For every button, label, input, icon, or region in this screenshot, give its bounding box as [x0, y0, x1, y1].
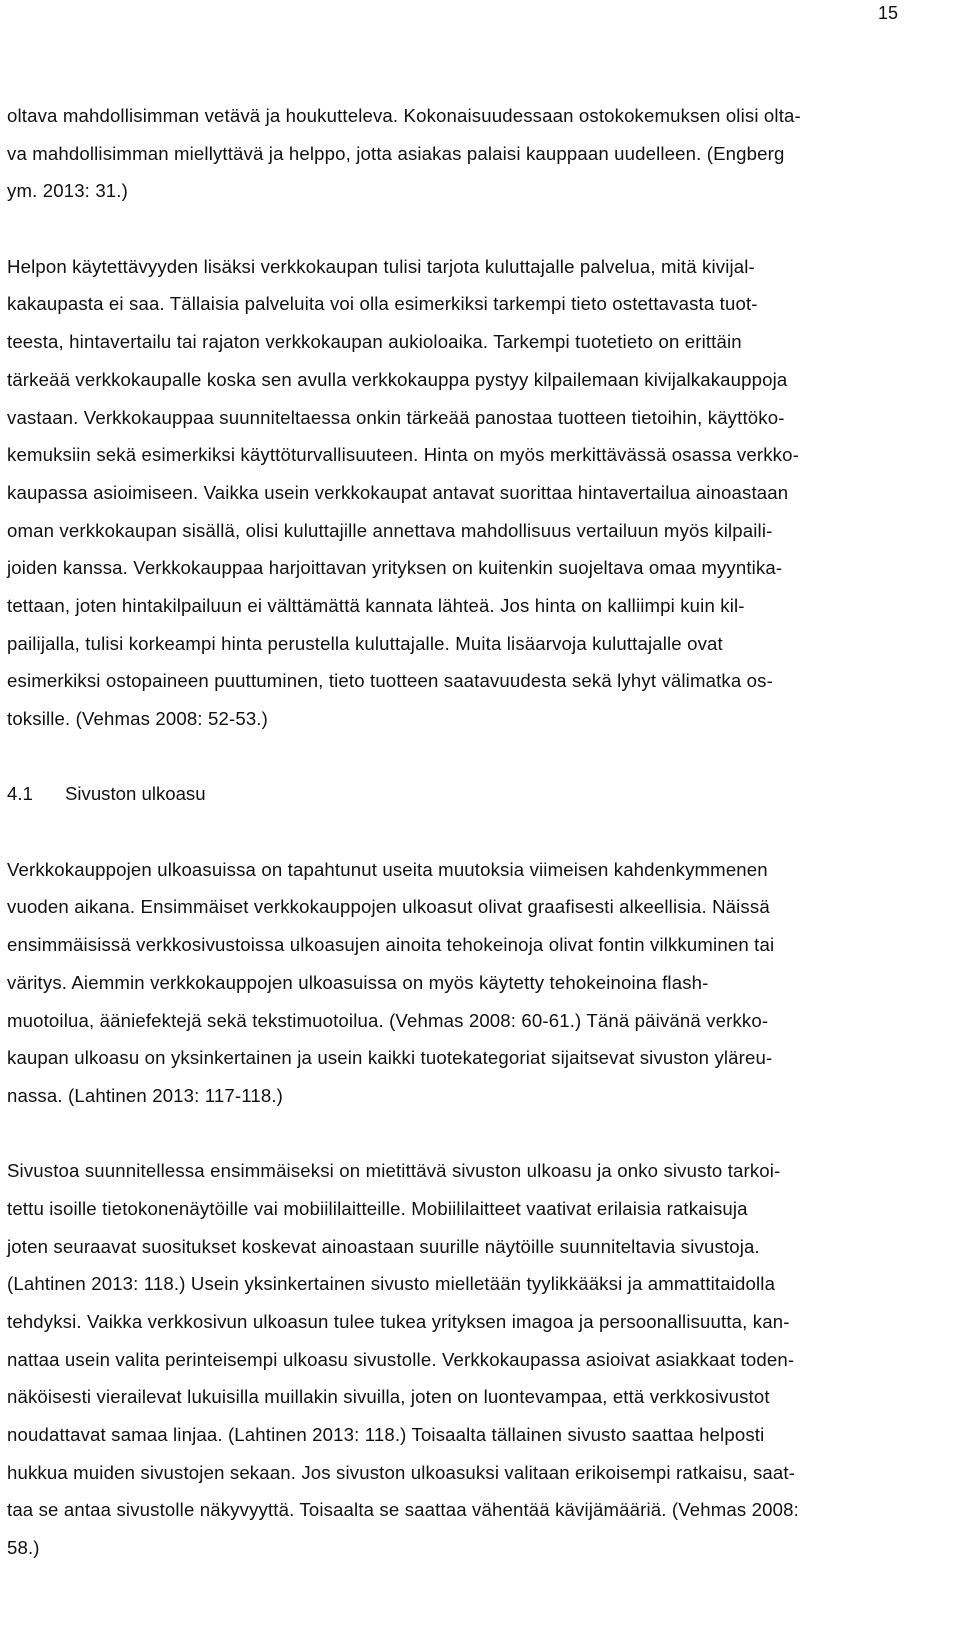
paragraph-spacer: [7, 738, 910, 776]
paragraph-1: [7, 97, 910, 210]
text-line: oltava mahdollisimman vetävä ja houkutteleva. Kokonaisuudessaan ostokokemuksen olisi olta-: [7, 105, 801, 126]
section-title: Sivuston ulkoasu: [65, 783, 206, 805]
text-line: nassa. (Lahtinen 2013: 117-118.): [7, 1084, 283, 1106]
text-line: tettaan, joten hintakilpailuun ei välttämättä kannata lähteä. Jos hinta on kalliimpi kuin kil-: [7, 594, 745, 616]
paragraph-spacer: [7, 1115, 910, 1153]
text-line: kemuksiin sekä esimerkiksi käyttöturvallisuuteen. Hinta on myös merkittävässä osassa verkko-: [7, 444, 799, 466]
text-line: muotoilua, ääniefektejä sekä tekstimuotoilua. (Vehmas 2008: 60-61.) Tänä päivänä verkko-: [7, 1009, 769, 1031]
text-line: kakaupasta ei saa. Tällaisia palveluita voi olla esimerkiksi tarkempi tieto ostettavasta tuot-: [7, 293, 758, 315]
text-line: vastaan. Verkkokauppaa suunniteltaessa onkin tärkeää panostaa tuotteen tietoihin, käyttöko-: [7, 406, 785, 428]
text-line: (Lahtinen 2013: 118.) Usein yksinkertainen sivusto mielletään tyylikkääksi ja ammattitaidolla: [7, 1273, 776, 1295]
text-line: kaupassa asioimiseen. Vaikka usein verkkokaupat antavat suorittaa hintavertailua ainoastaan: [7, 481, 789, 503]
text-line: kaupan ulkoasu on yksinkertainen ja usein kaikki tuotekategoriat sijaitsevat sivuston yläreu-: [7, 1047, 773, 1069]
text-line: Verkkokauppojen ulkoasuissa on tapahtunut useita muutoksia viimeisen kahdenkymmenen: [7, 858, 768, 880]
text-line: tärkeää verkkokaupalle koska sen avulla verkkokauppa pystyy kilpailemaan kivijalkakauppoja: [7, 368, 788, 390]
text-line: joten seuraavat suositukset koskevat ainoastaan suurille näytöille suunniteltavia sivustoja.: [7, 1235, 760, 1257]
text-line: vuoden aikana. Ensimmäiset verkkokauppojen ulkoasut olivat graafisesti alkeellisia. Näissä: [7, 896, 770, 918]
text-line: pailijalla, tulisi korkeampi hinta perustella kuluttajalle. Muita lisäarvoja kuluttajalle ovat: [7, 632, 723, 654]
text-line: väritys. Aiemmin verkkokauppojen ulkoasuissa on myös käytetty tehokeinoina flash-: [7, 971, 709, 993]
text-line: tettu isoille tietokonenäytöille vai mobiililaitteille. Mobiililaitteet vaativat erilaisia ratkaisuja: [7, 1197, 748, 1219]
text-line: tehdyksi. Vaikka verkkosivun ulkoasun tulee tukea yrityksen imagoa ja persoonallisuutta, kan-: [7, 1311, 790, 1332]
text-line: va mahdollisimman miellyttävä ja helppo, jotta asiakas palaisi kauppaan uudelleen. (Engberg: [7, 142, 785, 164]
text-line: Sivustoa suunnitellessa ensimmäiseksi on mietittävä sivuston ulkoasu ja onko sivusto tarkoi-: [7, 1160, 781, 1182]
text-line: toksille. (Vehmas 2008: 52-53.): [7, 708, 268, 729]
text-line: noudattavat samaa linjaa. (Lahtinen 2013: 118.) Toisaalta tällainen sivusto saattaa helposti: [7, 1424, 765, 1446]
text-line: 58.): [7, 1537, 40, 1559]
section-heading: [7, 775, 910, 813]
paragraph-spacer: [7, 813, 910, 851]
document-body: [7, 97, 910, 1567]
text-line: oman verkkokaupan sisällä, olisi kuluttajille annettava mahdollisuus vertailuun myös kilpaili-: [7, 519, 773, 541]
text-line: näköisesti vierailevat lukuisilla muillakin sivuilla, joten on luontevampaa, että verkkosivustot: [7, 1386, 770, 1408]
text-line: hukkua muiden sivustojen sekaan. Jos sivuston ulkoasuksi valitaan erikoisempi ratkaisu, saat-: [7, 1461, 796, 1483]
text-line: taa se antaa sivustolle näkyvyyttä. Toisaalta se saattaa vähentää kävijämääriä. (Vehmas 2008:: [7, 1499, 799, 1521]
section-number: 4.1: [7, 783, 33, 805]
text-line: Helpon käytettävyyden lisäksi verkkokaupan tulisi tarjota kuluttajalle palvelua, mitä kivijal-: [7, 255, 755, 277]
paragraph-2: [7, 248, 910, 738]
text-line: ym. 2013: 31.): [7, 180, 128, 202]
text-line: ensimmäisissä verkkosivustoissa ulkoasujen ainoita tehokeinoja olivat fontin vilkkuminen tai: [7, 934, 775, 956]
paragraph-spacer: [7, 210, 910, 248]
text-line: joiden kanssa. Verkkokauppaa harjoittavan yrityksen on kuitenkin suojeltava omaa myyntika-: [7, 557, 783, 579]
paragraph-3: [7, 851, 910, 1115]
paragraph-4: [7, 1152, 910, 1567]
text-line: esimerkiksi ostopaineen puuttuminen, tieto tuotteen saatavuudesta sekä lyhyt välimatka os-: [7, 670, 773, 692]
text-line: teesta, hintavertailu tai rajaton verkkokaupan aukioloaika. Tarkempi tuotetieto on erittäin: [7, 331, 742, 353]
page-number: 15: [877, 3, 898, 23]
text-line: nattaa usein valita perinteisempi ulkoasu sivustolle. Verkkokaupassa asioivat asiakkaat toden-: [7, 1348, 795, 1370]
